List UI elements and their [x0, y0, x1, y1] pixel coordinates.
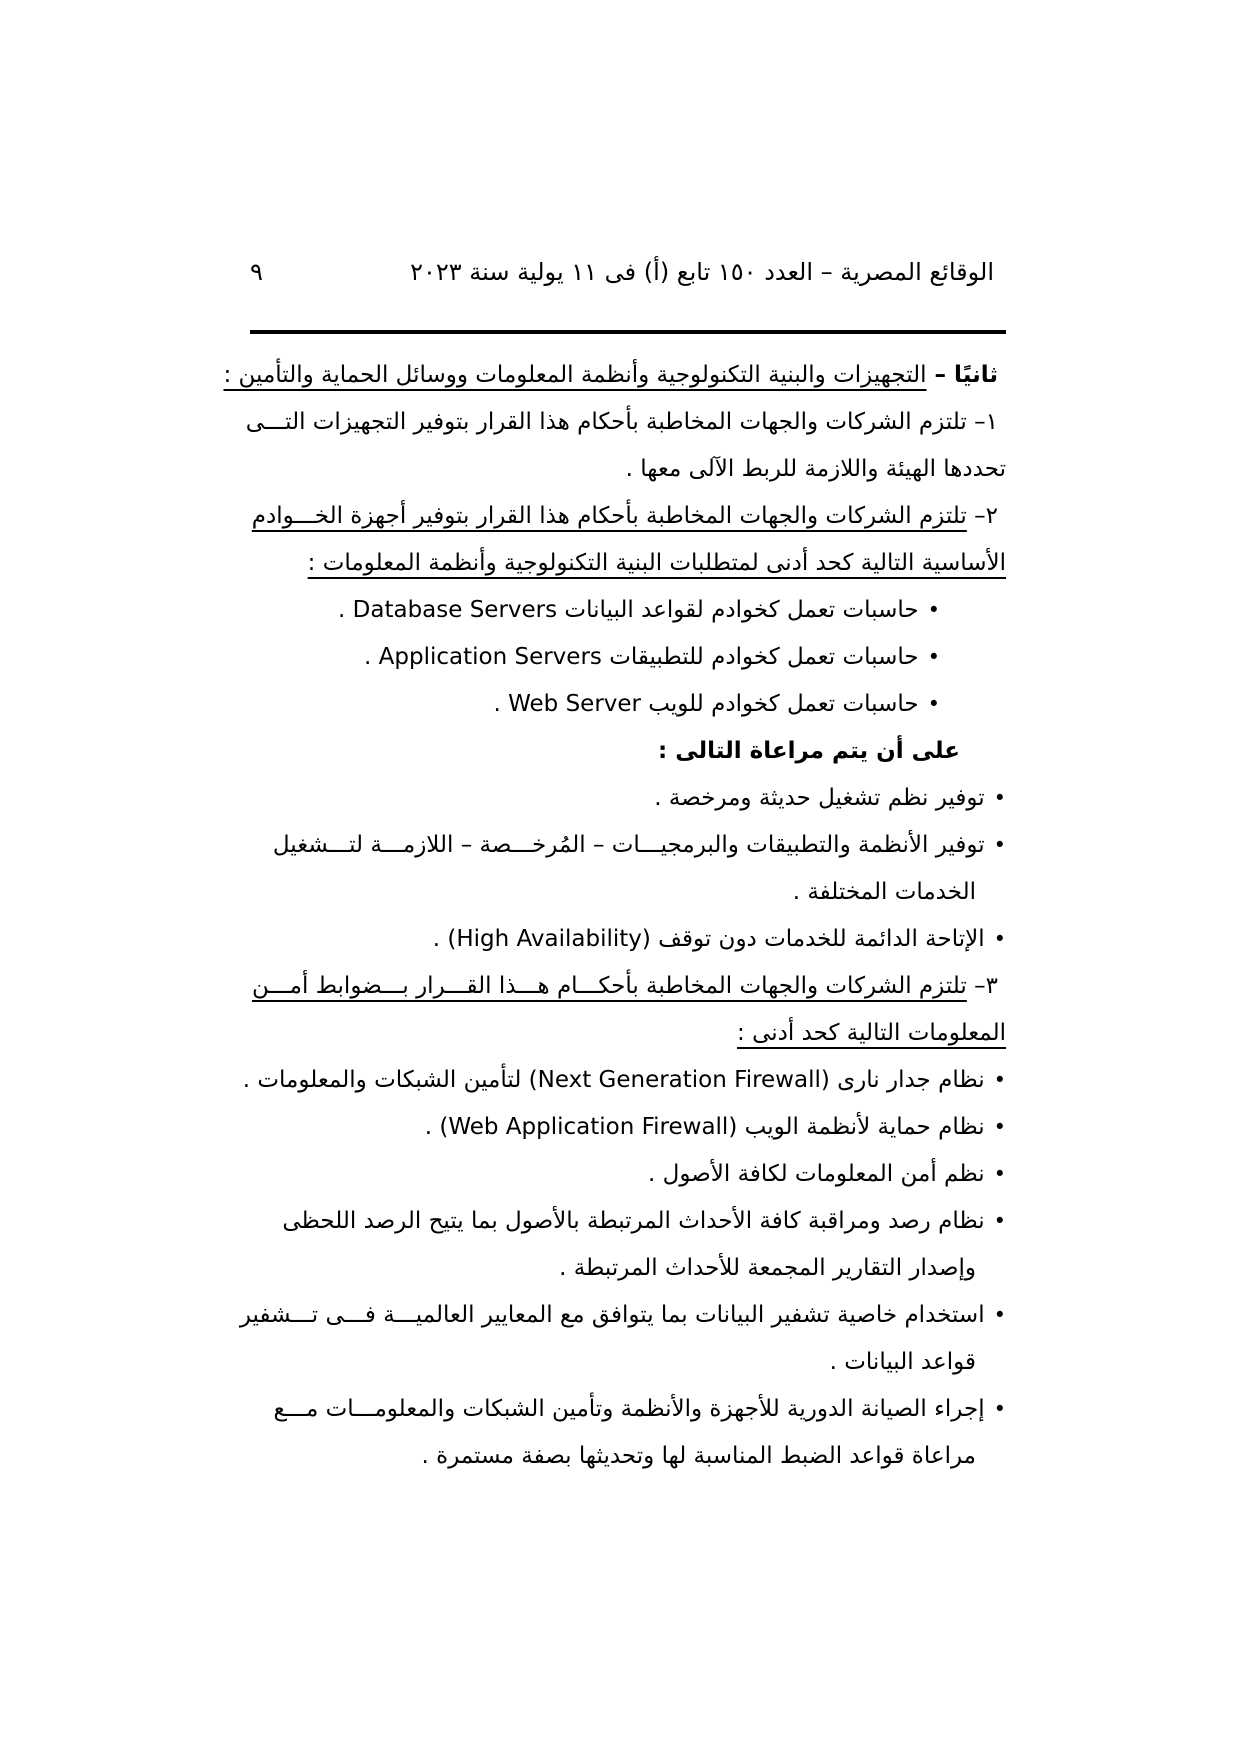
- security-bullet-continuation: [250, 1339, 1006, 1386]
- server-bullet-item: [250, 681, 1006, 728]
- bullet-icon: [928, 644, 940, 670]
- security-bullet-continuation: [250, 1245, 1006, 1292]
- server-bullet-item: [250, 587, 1006, 634]
- bullet-icon: [994, 1208, 1006, 1234]
- consideration-bullet-text: توفير الأنظمة والتطبيقات والبرمجيـــات – المُرخـــصة – اللازمـــة لتـــشغيل: [272, 832, 985, 858]
- header-rule: [250, 330, 1006, 334]
- bullet-icon: [994, 1302, 1006, 1328]
- server-bullet-text: حاسبات تعمل كخوادم لقواعد البيانات Database Servers .: [338, 597, 919, 623]
- section-heading: [223, 352, 1006, 399]
- security-bullet-item: [250, 1198, 1006, 1245]
- security-bullet-text: قواعد البيانات .: [829, 1349, 976, 1375]
- bullet-icon: [928, 597, 940, 623]
- sub-heading: [250, 728, 1006, 775]
- consideration-bullet-text: توفير نظم تشغيل حديثة ومرخصة .: [654, 785, 985, 811]
- consideration-bullet-item: [250, 775, 1006, 822]
- paragraph-1-line-1: [245, 399, 1006, 446]
- paragraph-1-continuation: تحددها الهيئة واللازمة للربط الآلى معها .: [625, 456, 1006, 482]
- paragraph-2-line-1: [250, 493, 1006, 540]
- paragraph-3-continuation: المعلومات التالية كحد أدنى :: [737, 1020, 1006, 1046]
- security-bullet-text: مراعاة قواعد الضبط المناسبة لها وتحديثها بصفة مستمرة .: [421, 1443, 976, 1469]
- security-bullet-text: استخدام خاصية تشفير البيانات بما يتوافق مع المعايير العالميـــة فـــى تـــشفير: [239, 1302, 985, 1328]
- security-bullet-item: [242, 1057, 1006, 1104]
- security-bullet-text: نظم أمن المعلومات لكافة الأصول .: [648, 1161, 985, 1187]
- paragraph-2-number: ٢–: [966, 503, 998, 529]
- bullet-icon: [928, 691, 940, 717]
- section-heading-prefix: ثانيًا –: [926, 362, 998, 388]
- security-bullet-text: إجراء الصيانة الدورية للأجهزة والأنظمة وتأمين الشبكات والمعلومـــات مـــع: [273, 1396, 985, 1422]
- server-bullet-text: حاسبات تعمل كخوادم للويب Web Server .: [493, 691, 919, 717]
- server-bullet-item: [250, 634, 1006, 681]
- bullet-icon: [994, 785, 1006, 811]
- consideration-bullet-text: الخدمات المختلفة .: [792, 879, 976, 905]
- security-bullet-item: [250, 1386, 1006, 1433]
- bullet-icon: [994, 1396, 1006, 1422]
- gazette-title: الوقائع المصرية – العدد ١٥٠ تابع (أ) فى ١١ يولية سنة ٢٠٢٣: [410, 258, 994, 286]
- paragraph-2-continuation: الأساسية التالية كحد أدنى لمتطلبات البنية التكنولوجية وأنظمة المعلومات :: [307, 550, 1006, 576]
- security-bullet-text: نظام حماية لأنظمة الويب (Web Application Firewall) .: [424, 1114, 985, 1140]
- paragraph-3-line-1: [250, 963, 1006, 1010]
- paragraph-2-text: تلتزم الشركات والجهات المخاطبة بأحكام هذا القرار بتوفير أجهزة الخـــوادم: [251, 503, 967, 529]
- paragraph-3-line-2: [250, 1010, 1006, 1057]
- page-header: [250, 258, 1006, 286]
- paragraph-2-line-2: [250, 540, 1006, 587]
- paragraph-1-text: تلتزم الشركات والجهات المخاطبة بأحكام هذا القرار بتوفير التجهيزات التـــى: [245, 409, 967, 435]
- security-bullet-text: نظام جدار نارى (Next Generation Firewall) لتأمين الشبكات والمعلومات .: [242, 1067, 985, 1093]
- section-heading-text: التجهيزات والبنية التكنولوجية وأنظمة المعلومات ووسائل الحماية والتأمين :: [223, 362, 927, 388]
- page-number: ٩: [250, 258, 263, 286]
- consideration-bullet-item: [250, 916, 1006, 963]
- security-bullet-item: [250, 1104, 1006, 1151]
- server-bullet-text: حاسبات تعمل كخوادم للتطبيقات Application Servers .: [364, 644, 919, 670]
- bullet-icon: [994, 832, 1006, 858]
- consideration-bullet-text: الإتاحة الدائمة للخدمات دون توقف (High Availability) .: [432, 926, 985, 952]
- security-bullet-item: [250, 1151, 1006, 1198]
- consideration-bullet-continuation: [250, 869, 1006, 916]
- document-body: [223, 352, 1006, 1480]
- security-bullet-continuation: [250, 1433, 1006, 1480]
- security-bullet-text: نظام رصد ومراقبة كافة الأحداث المرتبطة بالأصول بما يتيح الرصد اللحظى: [282, 1208, 985, 1234]
- bullet-icon: [994, 1161, 1006, 1187]
- bullet-icon: [994, 1067, 1006, 1093]
- paragraph-3-number: ٣–: [966, 973, 998, 999]
- security-bullet-text: وإصدار التقارير المجمعة للأحداث المرتبطة .: [559, 1255, 976, 1281]
- paragraph-1-line-2: [250, 446, 1006, 493]
- bullet-icon: [994, 1114, 1006, 1140]
- paragraph-1-number: ١–: [966, 409, 998, 435]
- security-bullet-item: [239, 1292, 1006, 1339]
- bullet-icon: [994, 926, 1006, 952]
- consideration-bullet-item: [250, 822, 1006, 869]
- paragraph-3-text: تلتزم الشركات والجهات المخاطبة بأحكـــام هـــذا القـــرار بـــضوابط أمـــن: [251, 973, 967, 999]
- sub-heading-text: على أن يتم مراعاة التالى :: [658, 738, 960, 764]
